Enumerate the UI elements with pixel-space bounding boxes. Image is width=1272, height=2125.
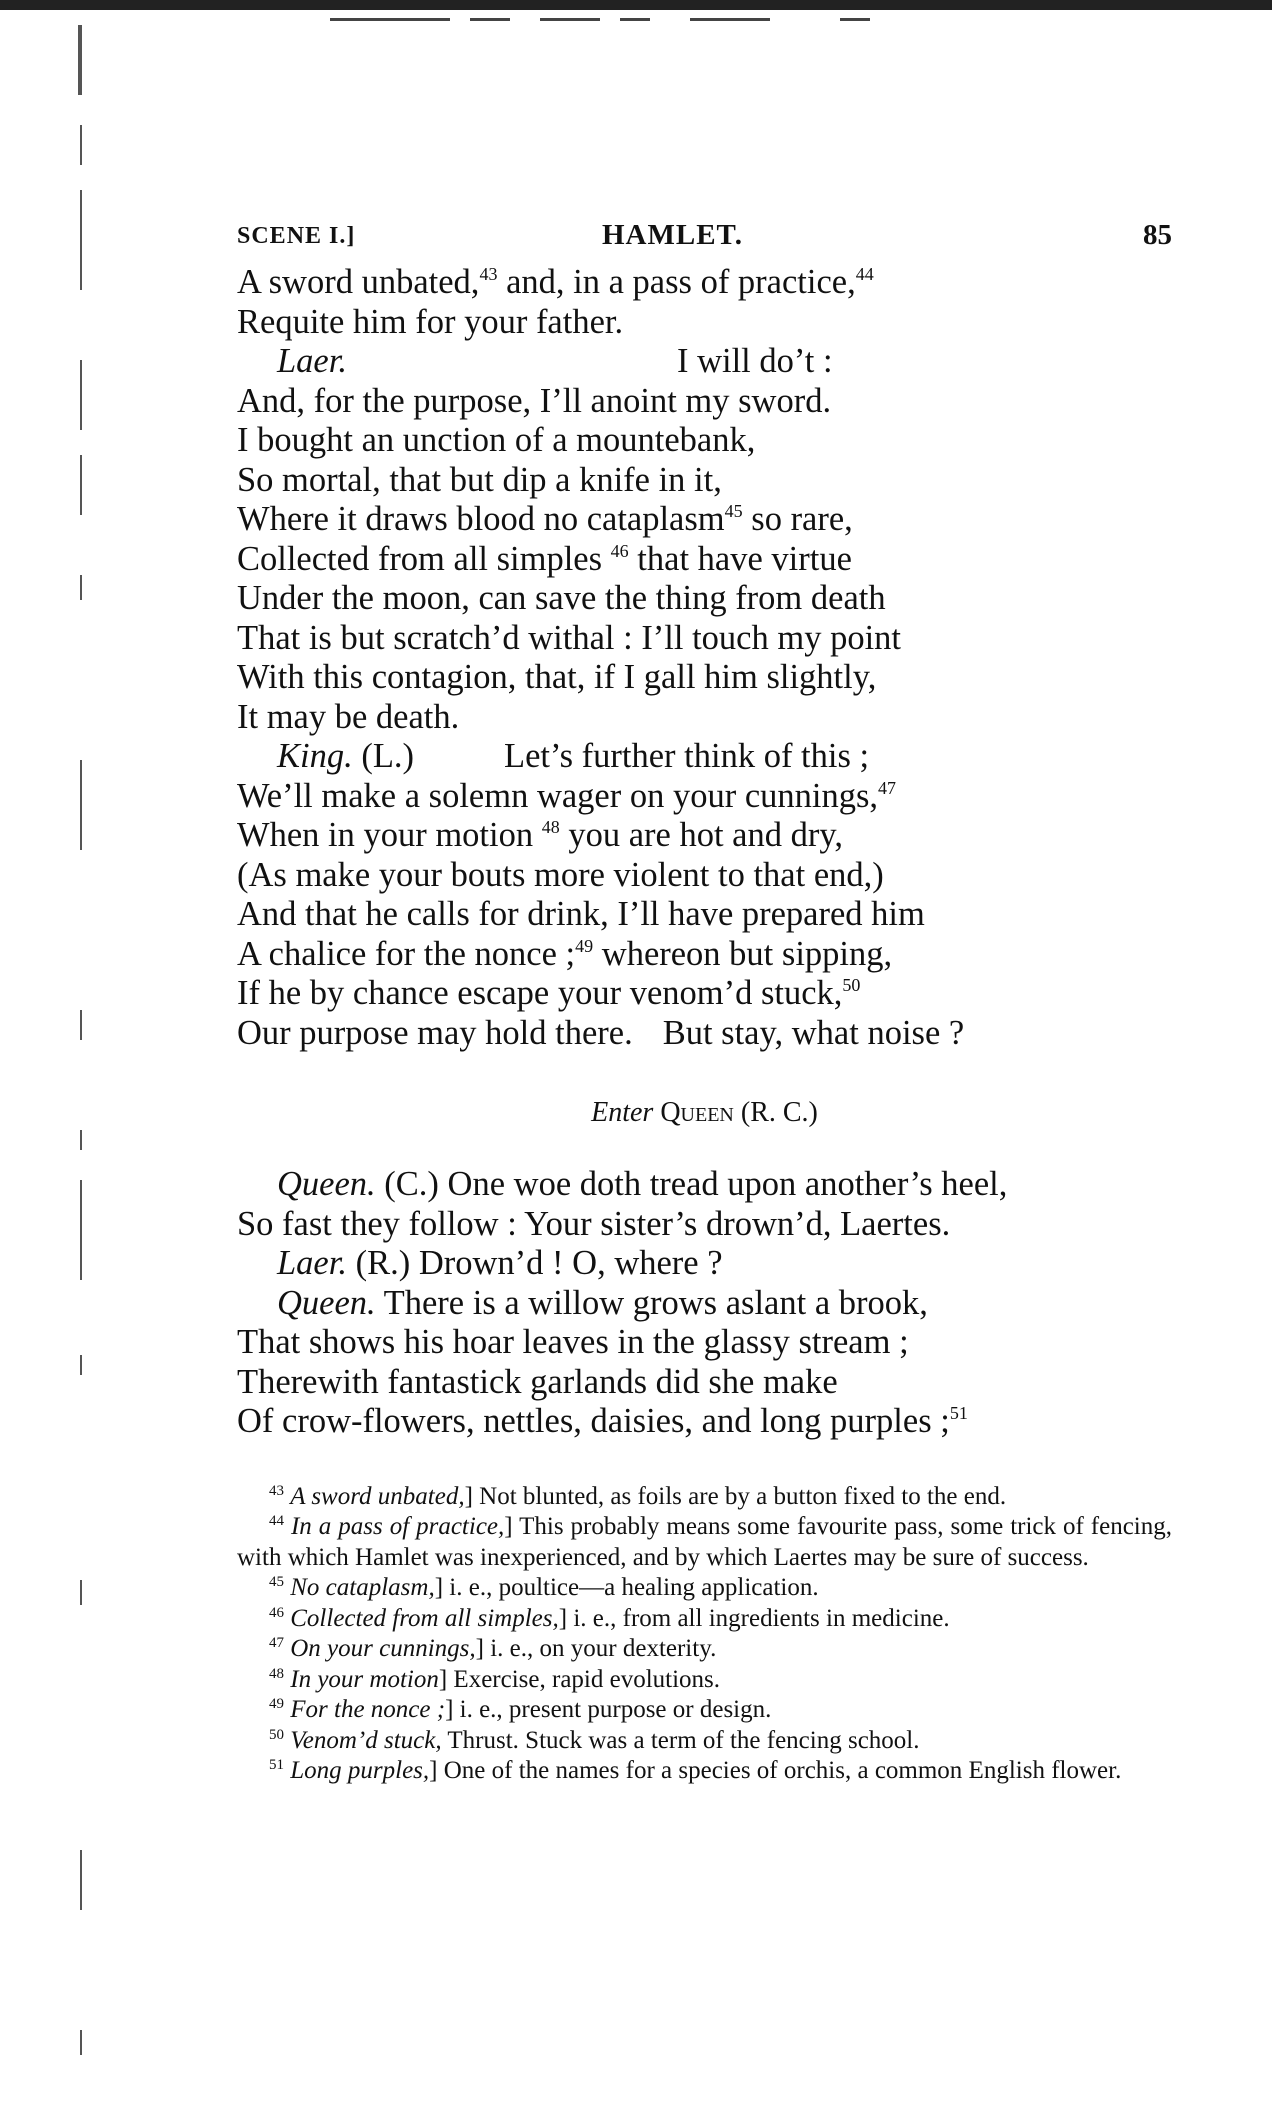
verse-line: That shows his hoar leaves in the glassy stream ; — [237, 1323, 909, 1361]
verse-line: So fast they follow : Your sister’s drown’d, Laertes. — [237, 1204, 951, 1243]
verse-line: Laer. I will do’t : — [277, 342, 833, 380]
verse-line: We’ll make a solemn wager on your cunnings,$^{47}$ — [237, 776, 897, 815]
verse-line: If he by chance escape your venom’d stuck,$^{50}$ — [237, 974, 861, 1012]
footnote-ref: 43 — [479, 264, 498, 284]
footnote: $^{50}$ Venom’d stuck, Thrust. Stuck was a term of the fencing school. — [269, 1726, 920, 1754]
footnote: $^{46}$ Collected from all simples,] i. e., from all ingredients in medicine. — [269, 1604, 950, 1632]
verse-line: Our purpose may hold there. But stay, what noise ? — [237, 1013, 965, 1052]
stage-direction: Enter Queen (R. C.) — [591, 1097, 818, 1128]
verse-line: Of crow-flowers, nettles, daisies, and long purples ;$^{51}$ — [237, 1402, 968, 1440]
verse-line: Queen. There is a willow grows aslant a brook, — [277, 1283, 928, 1322]
footnote: $^{51}$ Long purples,] One of the names for a species of orchis, a common English flower. — [269, 1757, 1122, 1784]
verse-block-2 — [237, 1165, 1172, 1442]
footnote: $^{49}$ For the nonce ;] i. e., present purpose or design. — [269, 1696, 772, 1723]
verse-line: Collected from all simples $^{46}$ that have virtue — [237, 539, 852, 578]
scan-artifact — [620, 18, 650, 21]
scan-artifact — [840, 18, 870, 21]
verse-line: It may be death. — [237, 697, 460, 736]
footnote-ref: 48 — [541, 817, 560, 837]
verse-line: Requite him for your father. — [237, 302, 624, 341]
verse-line: With this contagion, that, if I gall him slightly, — [237, 658, 877, 696]
scan-artifact — [690, 18, 770, 21]
scan-artifact — [540, 18, 600, 21]
verse-line: Laer. (R.) Drown’d ! O, where ? — [277, 1244, 723, 1282]
stage-position: (R.) — [355, 1244, 411, 1282]
footnote-ref: 50 — [842, 975, 861, 995]
margin-mark — [80, 360, 82, 430]
verse-line: Queen. (C.) One woe doth tread upon another’s heel, — [277, 1165, 1008, 1203]
margin-mark — [80, 2030, 82, 2055]
verse-line: So mortal, that but dip a knife in it, — [237, 460, 722, 499]
margin-mark — [80, 575, 82, 600]
verse-line: Therewith fantastick garlands did she make — [237, 1362, 838, 1401]
verse-line: King. (L.) Let’s further think of this ; — [277, 737, 870, 775]
page-title: HAMLET. — [602, 219, 743, 251]
margin-mark — [78, 25, 82, 95]
scene-label: SCENE I.] — [237, 223, 356, 249]
margin-mark — [80, 1180, 82, 1280]
footnote-ref: 51 — [949, 1403, 968, 1423]
verse-line: Under the moon, can save the thing from death — [237, 579, 886, 617]
speaker-name: Queen. — [277, 1165, 376, 1203]
margin-mark — [80, 1355, 82, 1375]
margin-mark — [80, 190, 82, 290]
stage-position: (C.) — [384, 1165, 439, 1203]
footnote: $^{44}$ In a pass of practice,] This probably means some favourite pass, some trick of fencing, with which Hamlet was inexperienced, and by which Laertes may be sure of success. — [237, 1513, 1173, 1571]
stage-position: (L.) — [361, 737, 415, 775]
verse-line: Where it draws blood no cataplasm$^{45}$ so rare, — [237, 500, 853, 538]
speaker-name: Laer. — [277, 1244, 347, 1282]
footnote-ref: 46 — [610, 540, 629, 561]
margin-mark — [80, 1010, 82, 1040]
speaker-name: King. — [277, 737, 353, 775]
footnote: $^{47}$ On your cunnings,] i. e., on your dexterity. — [269, 1635, 717, 1662]
speaker-name: Laer. — [277, 342, 347, 380]
footnote-ref: 49 — [575, 935, 594, 956]
margin-mark — [80, 1580, 82, 1605]
verse-line: When in your motion $^{48}$ you are hot and dry, — [237, 816, 843, 854]
margin-mark — [80, 760, 82, 850]
margin-mark — [80, 125, 82, 165]
verse-line: I bought an unction of a mountebank, — [237, 421, 756, 459]
footnote-ref: 47 — [878, 777, 897, 798]
footnote: $^{45}$ No cataplasm,] i. e., poultice—a healing application. — [269, 1574, 819, 1601]
top-scan-border — [0, 0, 1272, 10]
verse-line: That is but scratch’d withal : I’ll touch my point — [237, 618, 901, 657]
margin-mark — [80, 455, 82, 515]
footnote-ref: 45 — [724, 501, 743, 521]
margin-mark — [80, 1130, 82, 1150]
book-page — [237, 215, 1172, 1787]
verse-line: A chalice for the nonce ;$^{49}$ whereon but sipping, — [237, 934, 893, 973]
verse-line: (As make your bouts more violent to that end,) — [237, 855, 884, 894]
footnote: $^{43}$ A sword unbated,] Not blunted, as foils are by a button fixed to the end. — [269, 1482, 1007, 1510]
verse-line: A sword unbated,$^{43}$ and, in a pass of practice,$^{44}$ — [237, 263, 874, 301]
scan-artifact — [330, 18, 450, 21]
speaker-name: Queen. — [277, 1283, 376, 1322]
footnotes — [237, 1482, 1172, 1787]
running-header — [237, 215, 1172, 255]
page-number: 85 — [1143, 219, 1172, 251]
footnote-ref: 44 — [855, 264, 874, 284]
footnote: $^{48}$ In your motion] Exercise, rapid evolutions. — [269, 1665, 721, 1693]
verse-line: And that he calls for drink, I’ll have prepared him — [237, 895, 925, 933]
verse-line: And, for the purpose, I’ll anoint my sword. — [237, 381, 832, 420]
margin-mark — [80, 1850, 82, 1910]
verse-block — [237, 263, 1172, 1053]
scan-artifact — [470, 18, 510, 21]
